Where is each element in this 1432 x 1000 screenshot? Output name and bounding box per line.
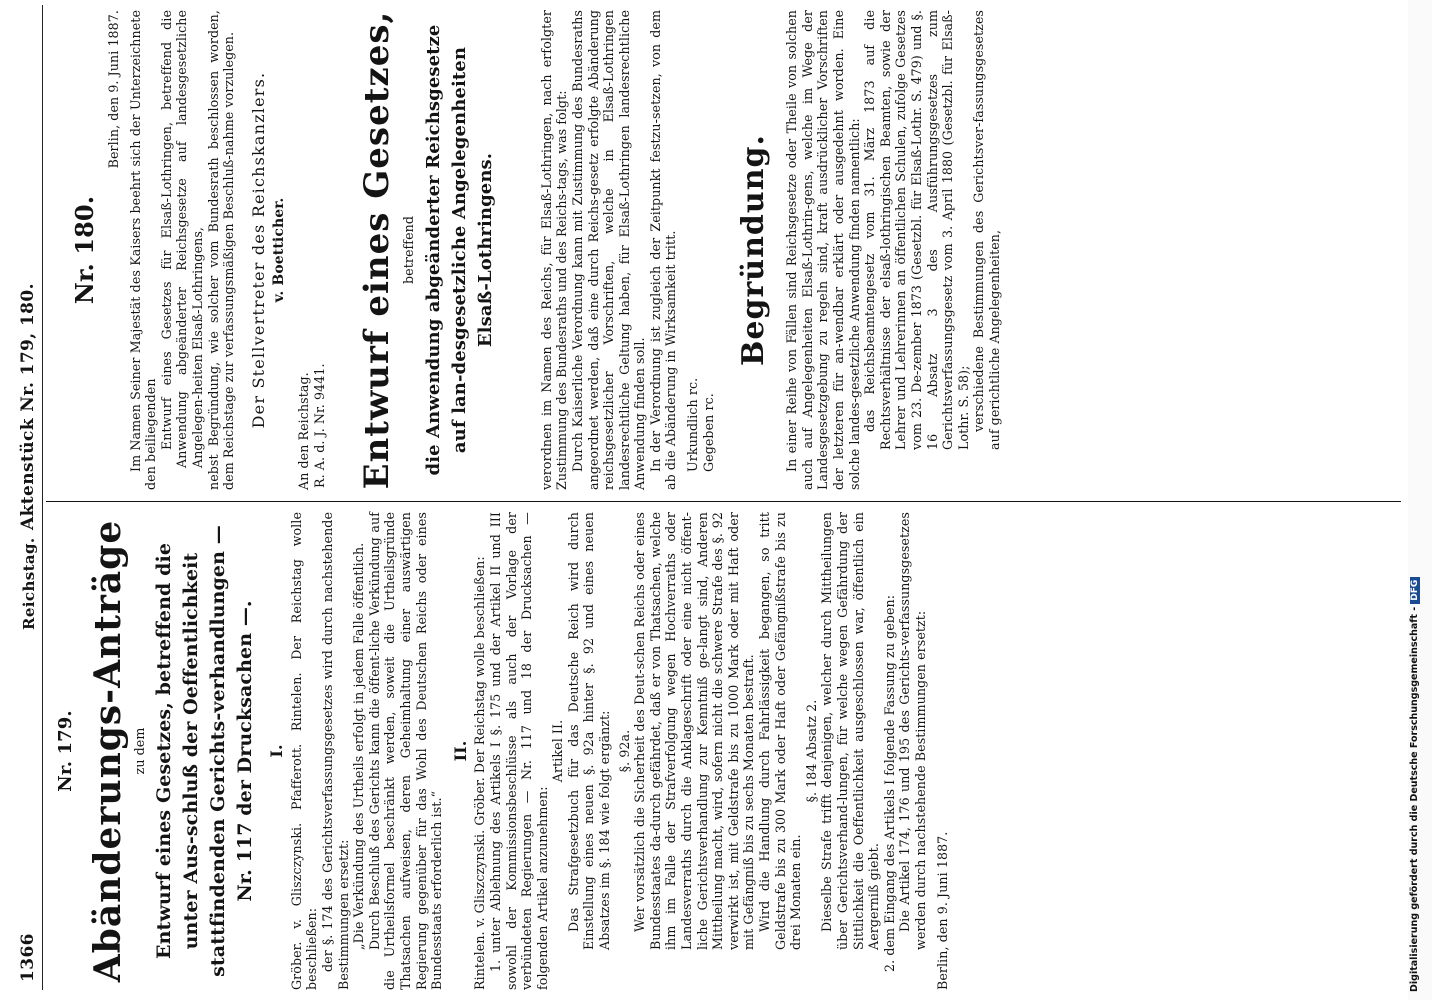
bill-urkundlich: Urkundlich rc. (685, 377, 701, 472)
doc-subtitle-179: Entwurf eines Gesetzes, betreffend die unter Aus-schluß der Oeffentlichkeit stattfindenden Gerichts-verhandlungen — Nr. 117 der Drucksachen —. (153, 525, 257, 977)
reasoning-intro: In einer Reihe von Fällen sind Reichsgesetze oder Theile von solchen auch auf Angelegenheiten Elsaß-Lothrin-gens, welche im Wege der Landesgesetzgebung zu regeln sind, kraft ausdrücklicher Vorschriften der letzteren für an-wendbar erklärt oder ausgedehnt worden. Eine solche landes-gesetzliche Anwendung finden namentlich: (784, 10, 862, 490)
header-center: Aktenstück Nr. 179, 180. (18, 283, 38, 530)
section-heading: Begründung. (736, 134, 772, 366)
amend-1-text: der §. 174 des Gerichtsverfassungsgesetzes wird durch nachstehende Bestimmungen ersetzt: (319, 512, 351, 990)
signature-name: v. Boetticher. (271, 197, 288, 303)
amend-1-motion: Gröber. v. Gliszczynski. Pfafferott. Rintelen. Der Reichstag wolle beschließen: (288, 512, 320, 990)
column-rule (46, 501, 1401, 502)
header-left: Reichstag. (20, 537, 38, 630)
document-page (14, 0, 1414, 1000)
amend-2-item-2-text: Die Artikel 174, 176 und 195 des Gerichts-verfassungsgesetzes werden durch nachstehende Bestimmungen ersetzt: (897, 512, 928, 950)
amend-2-item-1: 1. unter Ablehnung des Artikels I §. 175 und der Artikel II und III sowohl der Kommissionsbeschlüsse als auch der Vorlage der verbündeten Regierungen — Nr. 117 und 18 der Drucksachen — folgenden Artikel anzunehmen: (487, 512, 550, 990)
dfg-logo: DFG (1410, 577, 1420, 604)
header-rule (42, 5, 43, 990)
bill-betreffend: betreffend (401, 216, 417, 284)
bill-subtitle: die Anwendung abgeänderter Reichsgesetze auf lan-desgesetzliche Angelegenheiten Elsaß-Lothringens. (422, 24, 496, 476)
amend-2-motion: Rintelen. v. Gliszczynski. Gröber. Der Reichstag wolle beschließen: (472, 556, 488, 990)
bill-gegeben: Gegeben rc. (700, 393, 716, 472)
column-1 (54, 512, 950, 990)
col2-date: Berlin, den 9. Juni 1887. (106, 10, 121, 169)
paragraph-184: §. 184 Absatz 2. (803, 699, 819, 803)
doc-nr-179: Nr. 179. (55, 710, 76, 792)
letter-intro: Im Namen Seiner Majestät des Kaisers beehrt sich der Unterzeichnete den beiliegenden (127, 10, 159, 490)
zu-dem: zu dem (131, 727, 147, 775)
doc-title-179: Abänderungs-Anträge (86, 519, 129, 983)
credit-text (1409, 2, 1420, 992)
signature-office: Der Stellvertreter des Reichskanzlers. (248, 71, 268, 429)
address-line-2: R. A. d. J. Nr. 9441. (311, 363, 327, 488)
letter-close: nebst Begründung, wie solcher vom Bundesrath beschlossen worden, dem Reichstage zur verfassungsmäßigen Beschluß-nahme vorzulegen. (205, 10, 237, 490)
amend-1-quote: „Die Verkündung des Urtheils erfolgt in jedem Falle öffentlich. (351, 542, 367, 950)
paragraph-92a-text: Wer vorsätzlich die Sicherheit des Deut-schen Reichs oder eines Bundesstaates da-durch gefährdet, daß er von Thatsachen, welche ihm im Falle der Strafverfolgung wegen Hochverraths oder Landesverraths durch die Anklageschrift oder eine nicht öffent-liche Gerichtsverhandlung zur Kenntniß ge-langt sind, Anderen Mittheilung macht, wird, sofern nicht die schwere Strafe des §. 92 verwirkt ist, mit Geldstrafe bis zu 1000 Mark oder mit Haft oder mit Gefängniß bis zu sechs Monaten bestraft. (632, 512, 757, 950)
amend-1-quote-2: Durch Beschluß des Gerichts kann die öffent-liche Verkündung auf die Urtheilsformel beschränkt werden, soweit die Urtheilsgründe Thatsachen aufweisen, deren Geheimhaltung einer auswärtigen Regierung gegenüber für das Wohl des Deutschen Reichs oder eines Bundesstaats erforderlich ist.“ (366, 512, 445, 990)
letter-bill: Entwurf eines Gesetzes für Elsaß-Lothringen, betreffend die Anwendung abgeänderter Reichsgesetze auf landesgesetzliche Angelegen-heiten Elsaß-Lothringens, (158, 10, 205, 468)
roman-1: I. (267, 744, 287, 758)
article-heading: Artikel II. (550, 719, 566, 783)
reasoning-item-1: das Reichsbeamtengesetz vom 31. März 1873 auf die Rechtsverhältnisse der elsaß-lothringischen Beamten, sowie der Lehrer und Lehrerinnen an öffentlichen Schulen, zufolge Gesetzes vom 23. De-zember 1873 (Gesetzbl. für Elsaß-Lothr. S. 479) und §. 16 Absatz 3 des Ausführungsgesetzes zum Gerichtsverfassungsgesetz vom 3. April 1880 (Gesetzbl. für Elsaß-Lothr. S. 58); (862, 10, 971, 450)
reasoning-item-2: verschiedene Bestimmungen des Gerichtsver-fassungsgesetzes auf gerichtliche Angelegenheiten, (971, 10, 1002, 450)
amend-2-item-2: 2. dem Eingang des Artikels I folgende Fassung zu geben: (881, 594, 897, 972)
article-text: Das Strafgesetzbuch für das Deutsche Reich wird durch Einstellung eines neuen §. 92a hinter §. 92 und eines neuen Absatzes im §. 184 wie folgt ergänzt: (565, 512, 613, 950)
bill-body-2: In der Verordnung ist zugleich der Zeitpunkt festzu-setzen, von dem ab die Abänderung in Wirksamkeit tritt. (647, 10, 679, 490)
bill-preamble: verordnen im Namen des Reichs, für Elsaß-Lothringen, nach erfolgter Zustimmung des Bundesraths und des Reichs-tags, was folgt: (538, 10, 570, 490)
credit-label: Digitalisierung gefördert durch die Deutsche Forschungsgemeinschaft - (1409, 606, 1420, 992)
paragraph-92a-text-2: Wird die Handlung durch Fahrlässigkeit begangen, so tritt Geldstrafe bis zu 300 Mark oder Haft oder Gefängnißstrafe bis zu drei Monaten ein. (757, 512, 804, 950)
bill-body: Durch Kaiserliche Verordnung kann mit Zustimmung des Bundesraths angeordnet werden, daß eine durch Reichs-gesetz erfolgte Abänderung reichsgesetzlicher Vorschriften, welche in Elsaß-Lothringen landesrechtliche Geltung haben, für Elsaß-Lothringen landesrechtliche Anwendung finden soll. (569, 10, 648, 490)
doc-nr-180: Nr. 180. (70, 195, 99, 305)
paragraph-184-text: Dieselbe Strafe trifft denjenigen, welcher durch Mittheilungen über Gerichtsverhand-lungen, für welche wegen Gefährdung der Sittlichkeit die Oeffentlichkeit ausgeschlossen war, öffentlich ein Aergerniß giebt. (819, 512, 882, 950)
paragraph-92a: §. 92a. (616, 729, 632, 773)
bill-title: Entwurf eines Gesetzes, (357, 10, 398, 490)
col1-date: Berlin, den 9. Juni 1887. (934, 831, 950, 990)
address-line-1: An den Reichstag. (295, 372, 311, 490)
column-2 (54, 10, 1003, 490)
page-number: 1366 (18, 933, 38, 982)
roman-2: II. (450, 740, 470, 762)
